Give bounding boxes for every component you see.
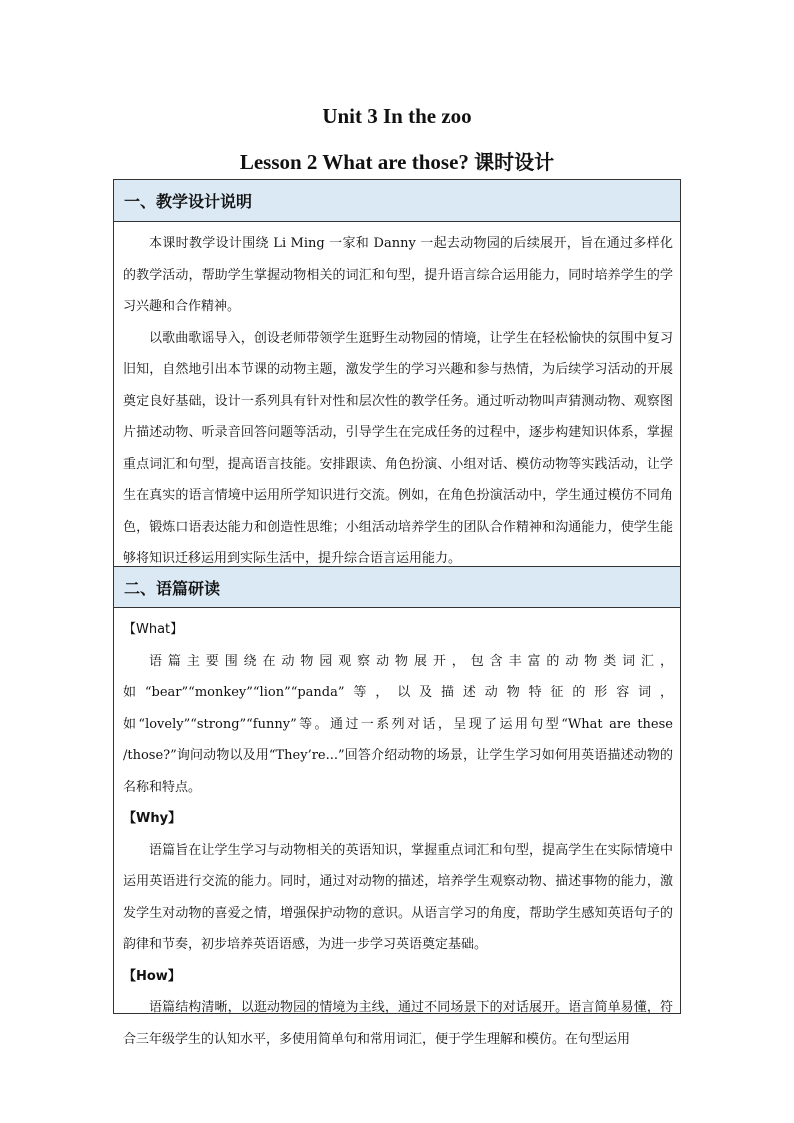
how-label: 【How】: [123, 968, 181, 984]
subtitle-english: Lesson 2 What are those?: [239, 150, 469, 174]
paragraph: 以歌曲歌谣导入，创设老师带领学生逛野生动物园的情境，让学生在轻松愉快的氛围中复习旧知，自然地引出本节课的动物主题，激发学生的学习兴趣和参与热情，为后续学习活动的开展奠定良好基础，设计一系列具有针对性和层次性的教学任务。通过听动物叫声猜测动物、观察图片描述动物、听录音回答问题等活动，引导学生在完成任务的过程中，逐步构建知识体系，掌握重点词汇和句型，提高语言技能。安排跟读、角色扮演、小组对话、模仿动物等实践活动，让学生在真实的语言情境中运用所学知识进行交流。例如，在角色扮演活动中，学生通过模仿不同角色，锻炼口语表达能力和创造性思维；小组活动培养学生的团队合作精神和沟通能力，使学生能够将知识迁移运用到实际生活中，提升综合语言运用能力。: [123, 330, 673, 566]
subtitle-chinese: 课时设计: [474, 150, 555, 174]
design-table: [113, 179, 681, 1047]
section-heading-teaching-design: 一、教学设计说明: [114, 180, 680, 222]
document-subtitle: [0, 146, 794, 175]
what-paragraph: 语篇主要围绕在动物园观察动物展开，包含丰富的动物类词汇，如“bear”“monkey”“lion”“panda”等，以及描述动物特征的形容词，如“lovely”“strong”“funny”等。通过一系列对话，呈现了运用句型“What are these /those?”询问动物以及用“They’re...”回答介绍动物的场景，让学生学习如何用英语描述动物的名称和特点。: [123, 653, 673, 795]
what-label: 【What】: [123, 622, 184, 637]
paragraph: 本课时教学设计围绕 Li Ming 一家和 Danny 一起去动物园的后续展开，旨在通过多样化的教学活动，帮助学生掌握动物相关的词汇和句型，提升语言综合运用能力，同时培养学生的学习兴趣和合作精神。: [123, 236, 673, 314]
document-title: Unit 3 In the zoo: [322, 104, 472, 128]
section-body-teaching-design: [114, 222, 680, 566]
section-heading-text-study: 二、语篇研读: [114, 566, 680, 608]
why-label: 【Why】: [123, 811, 182, 826]
why-paragraph: 语篇旨在让学生学习与动物相关的英语知识，掌握重点词汇和句型，提高学生在实际情境中运用英语进行交流的能力。同时，通过对动物的描述，培养学生观察动物、描述事物的能力，激发学生对动物的喜爱之情，增强保护动物的意识。从语言学习的角度，帮助学生感知英语句子的韵律和节奏，初步培养英语语感，为进一步学习英语奠定基础。: [123, 842, 673, 952]
how-paragraph: 语篇结构清晰，以逛动物园的情境为主线，通过不同场景下的对话展开。语言简单易懂，符合三年级学生的认知水平，多使用简单句和常用词汇，便于学生理解和模仿。在句型运用: [123, 1000, 673, 1047]
section-body-text-study: [114, 608, 680, 1059]
